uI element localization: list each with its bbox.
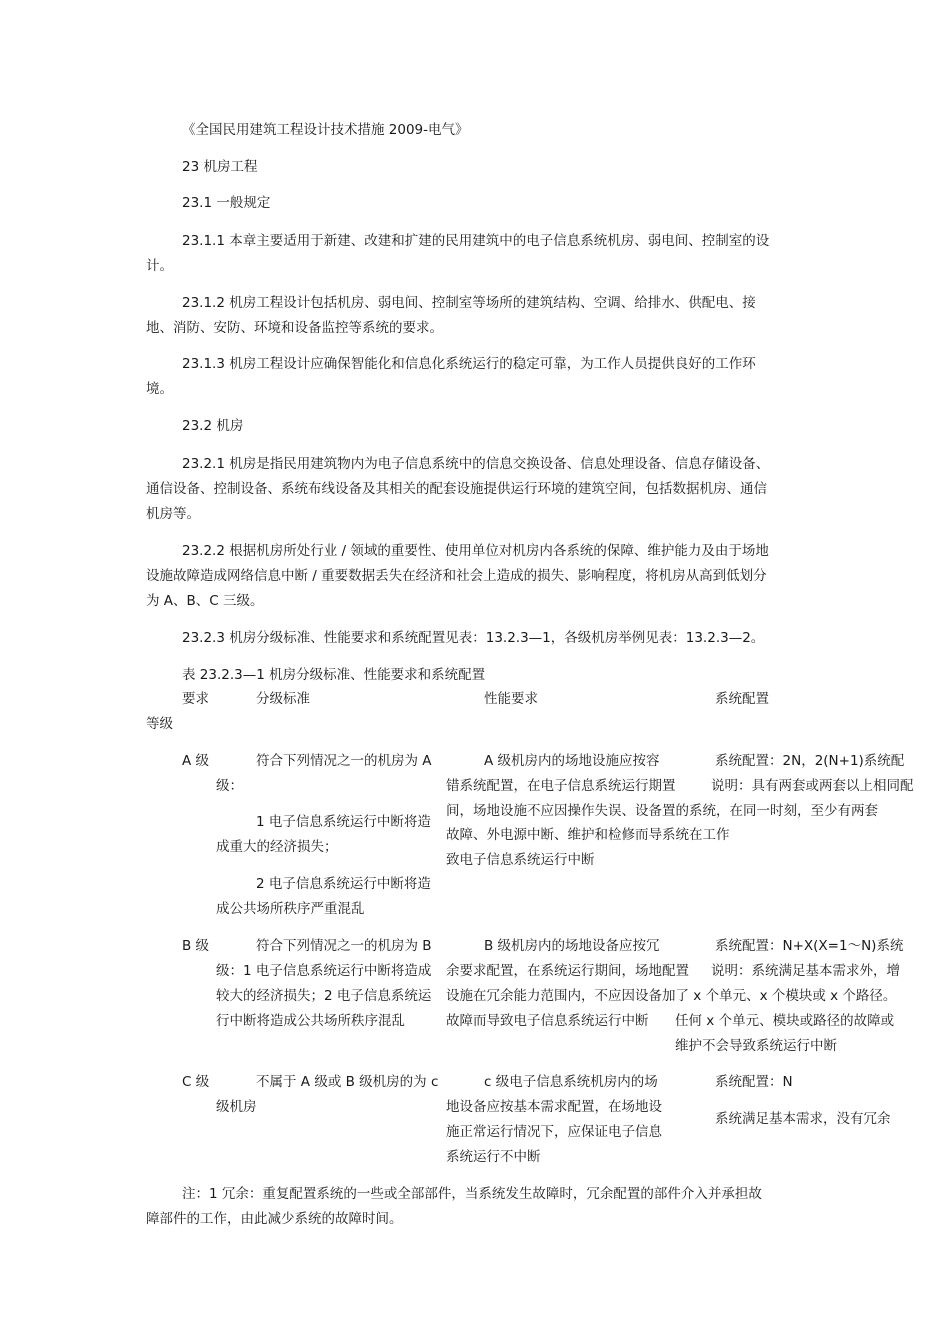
- table-caption: 表 23.2.3—1 机房分级标准、性能要求和系统配置: [182, 667, 486, 683]
- table-cell-line: c 级电子信息系统机房内的场: [484, 1074, 658, 1090]
- table-cell-line: 说明：系统满足基本需求外，增: [711, 963, 900, 979]
- table-cell-line: 系统运行不中断: [446, 1149, 541, 1165]
- paragraph-line: 23.2.2 根据机房所处行业 / 领域的重要性、使用单位对机房内各系统的保障、维护能力及由于场地: [182, 543, 769, 559]
- paragraph-line: 设施故障造成网络信息中断 / 重要数据丢失在经济和社会上造成的损失、影响程度，将机房从高到低划分: [146, 568, 767, 584]
- paragraph-line: 机房等。: [146, 506, 200, 522]
- table-cell-line: 成重大的经济损失；: [216, 839, 338, 855]
- table-cell-line: 系统配置：N: [715, 1074, 793, 1090]
- table-header-cell: 要求: [182, 691, 209, 707]
- table-cell-line: 设施在冗余能力范围内，不应因设备加了 x 个单元、x 个模块或 x 个路径。: [446, 988, 897, 1004]
- table-cell-line: 级：: [216, 778, 243, 794]
- paragraph-line: 23.2.3 机房分级标准、性能要求和系统配置见表：13.2.3—1，各级机房举例见表：13.2.3—2。: [182, 630, 765, 646]
- table-cell-line: 说明：具有两套或两套以上相同配: [711, 778, 914, 794]
- table-header-cell: 等级: [146, 716, 173, 732]
- grade-cell: C 级: [182, 1074, 210, 1090]
- table-cell-line: B 级机房内的场地设备应按冗: [484, 938, 660, 954]
- document-title: 《全国民用建筑工程设计技术措施 2009-电气》: [182, 122, 469, 138]
- note-line: 障部件的工作，由此减少系统的故障时间。: [146, 1211, 403, 1227]
- table-cell-line: A 级机房内的场地设施应按容: [484, 753, 660, 769]
- table-cell-line: 级机房: [216, 1099, 257, 1115]
- table-cell-line: 2 电子信息系统运行中断将造: [256, 876, 431, 892]
- table-cell-line: 致电子信息系统运行中断: [446, 852, 595, 868]
- note-line: 注：1 冗余：重复配置系统的一些或全部部件，当系统发生故障时，冗余配置的部件介入并承担故: [182, 1186, 762, 1202]
- table-cell-line: 余要求配置，在系统运行期间，场地配置: [446, 963, 689, 979]
- paragraph-line: 为 A、B、C 三级。: [146, 593, 264, 609]
- paragraph-line: 地、消防、安防、环境和设备监控等系统的要求。: [146, 320, 443, 336]
- table-cell-line: 故障、外电源中断、维护和检修而导系统在工作: [446, 827, 730, 843]
- table-cell-line: 系统满足基本需求，没有冗余: [715, 1111, 891, 1127]
- table-cell-line: 维护不会导致系统运行中断: [675, 1038, 837, 1054]
- table-cell-line: 不属于 A 级或 B 级机房的为 c: [256, 1074, 439, 1090]
- table-cell-line: 任何 x 个单元、模块或路径的故障或: [675, 1013, 895, 1029]
- paragraph-line: 通信设备、控制设备、系统布线设备及其相关的配套设施提供运行环境的建筑空间，包括数据机房、通信: [146, 481, 767, 497]
- table-cell-line: 行中断将造成公共场所秩序混乱: [216, 1013, 405, 1029]
- table-header-cell: 系统配置: [715, 691, 769, 707]
- grade-cell: A 级: [182, 753, 210, 769]
- table-cell-line: 符合下列情况之一的机房为 B: [256, 938, 432, 954]
- paragraph-line: 计。: [146, 258, 173, 274]
- table-cell-line: 1 电子信息系统运行中断将造: [256, 814, 431, 830]
- table-header-cell: 性能要求: [484, 691, 538, 707]
- grade-cell: B 级: [182, 938, 210, 954]
- table-cell-line: 符合下列情况之一的机房为 A: [256, 753, 432, 769]
- table-cell-line: 错系统配置，在电子信息系统运行期置: [446, 778, 676, 794]
- chapter-heading: 23 机房工程: [182, 159, 258, 175]
- table-cell-line: 系统配置：N+X(X=1～N)系统: [715, 938, 904, 954]
- table-cell-line: 故障而导致电子信息系统运行中断: [446, 1013, 649, 1029]
- table-cell-line: 地设备应按基本需求配置，在场地设: [446, 1099, 662, 1115]
- paragraph-line: 23.2.1 机房是指民用建筑物内为电子信息系统中的信息交换设备、信息处理设备、信息存储设备、: [182, 456, 770, 472]
- table-cell-line: 系统配置：2N，2(N+1)系统配: [715, 753, 905, 769]
- paragraph-line: 23.1.3 机房工程设计应确保智能化和信息化系统运行的稳定可靠，为工作人员提供良好的工作环: [182, 356, 756, 372]
- table-cell-line: 施正常运行情况下，应保证电子信息: [446, 1124, 662, 1140]
- table-header-cell: 分级标准: [256, 691, 310, 707]
- section-heading: 23.1 一般规定: [182, 195, 271, 211]
- section-heading: 23.2 机房: [182, 418, 244, 434]
- table-cell-line: 间，场地设施不应因操作失误、设备置的系统，在同一时刻，至少有两套: [446, 803, 878, 819]
- table-cell-line: 级：1 电子信息系统运行中断将造成: [216, 963, 432, 979]
- paragraph-line: 23.1.2 机房工程设计包括机房、弱电间、控制室等场所的建筑结构、空调、给排水、供配电、接: [182, 295, 756, 311]
- table-cell-line: 较大的经济损失；2 电子信息系统运: [216, 988, 432, 1004]
- table-cell-line: 成公共场所秩序严重混乱: [216, 901, 365, 917]
- paragraph-line: 境。: [146, 381, 173, 397]
- paragraph-line: 23.1.1 本章主要适用于新建、改建和扩建的民用建筑中的电子信息系统机房、弱电间、控制室的设: [182, 233, 770, 249]
